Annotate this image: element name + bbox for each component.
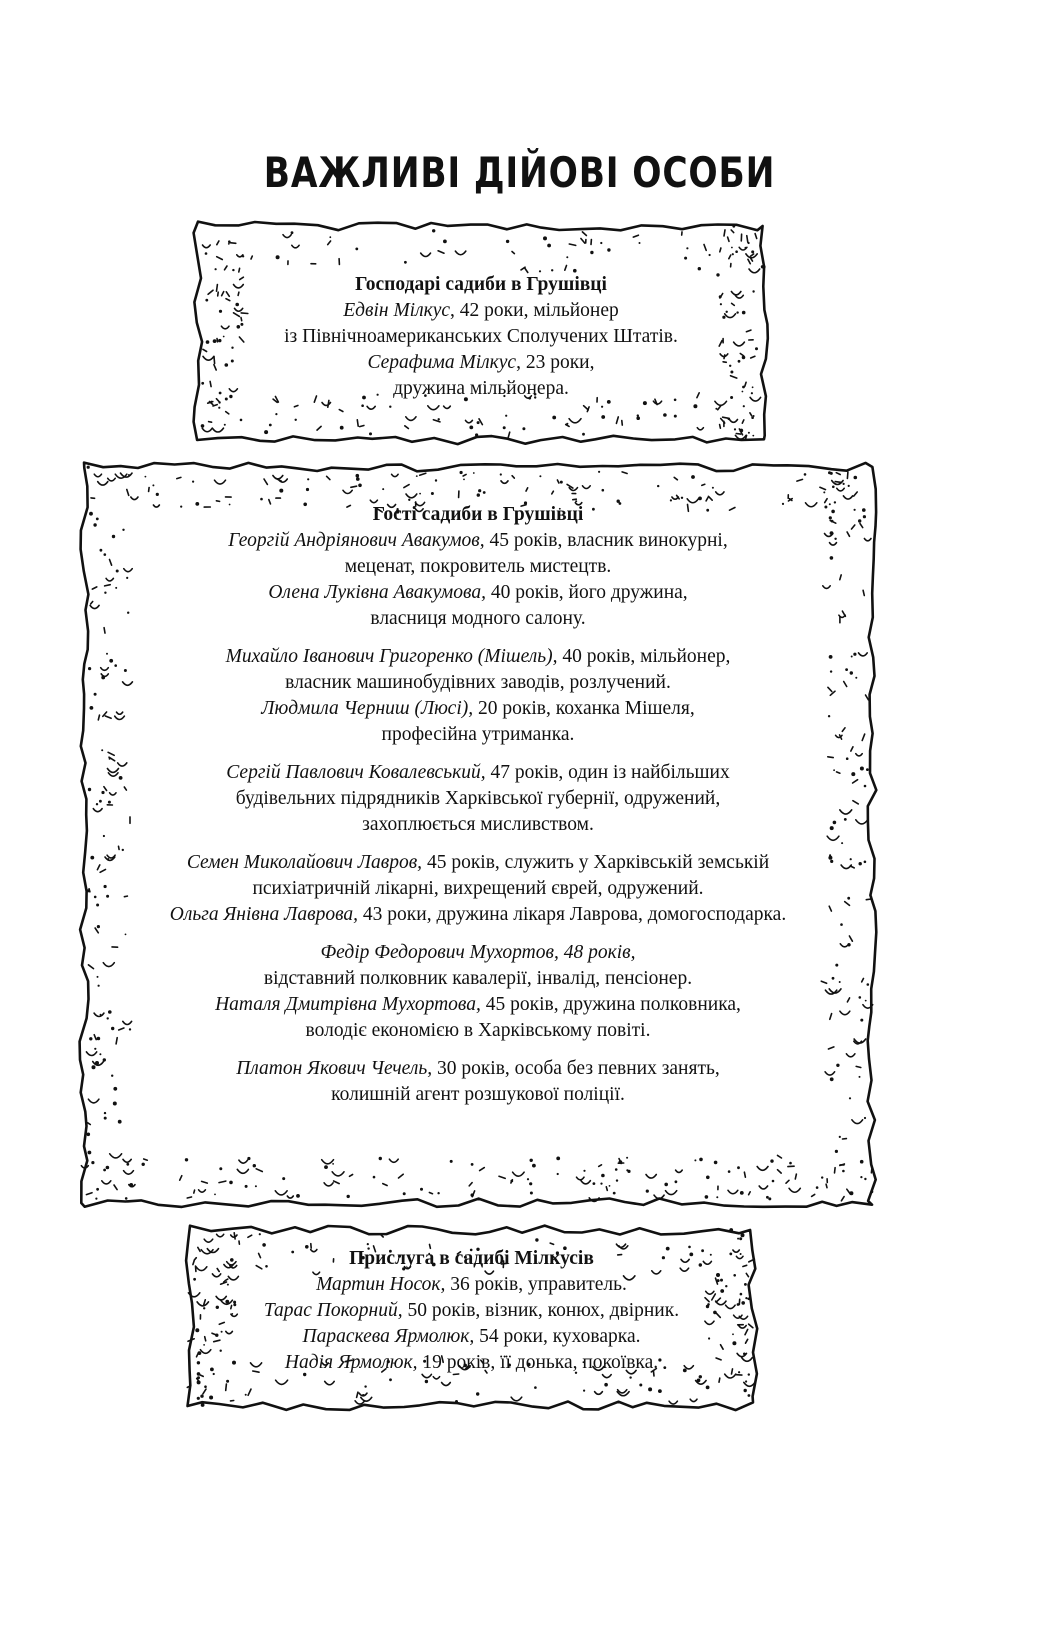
- person-description: , 23 роки,: [516, 352, 595, 373]
- person-line: [72, 966, 884, 992]
- person-name: Сергій Павлович Ковалевський,: [226, 762, 486, 783]
- person-line: [72, 580, 884, 606]
- person-description: власник машинобудівних заводів, розлучений.: [285, 672, 671, 693]
- person-name: Параскева Ярмолюк,: [302, 1326, 475, 1347]
- servants-lines: [178, 1272, 765, 1376]
- owners-lines: [186, 298, 776, 402]
- person-name: Олена Луківна Авакумова,: [268, 582, 486, 603]
- person-description: , 42 роки, мільйонер: [450, 300, 619, 321]
- guest-paragraph: [72, 644, 884, 748]
- person-name: Тарас Покорний,: [263, 1300, 403, 1321]
- person-line: [72, 1018, 884, 1044]
- person-line: [178, 1350, 765, 1376]
- guest-paragraph: [72, 1056, 884, 1108]
- person-line: [72, 670, 884, 696]
- person-line: [72, 696, 884, 722]
- person-description: 45 років, служить у Харківській земській: [422, 852, 770, 873]
- owners-heading: Господарі садиби в Грушівці: [355, 274, 607, 295]
- person-line: [72, 940, 884, 966]
- person-line: [72, 644, 884, 670]
- person-description: дружина мільйонера.: [393, 378, 569, 399]
- person-description: будівельних підрядників Харківської губернії, одружений,: [235, 788, 721, 809]
- guests-heading: Гості садиби в Грушівці: [372, 504, 584, 525]
- person-description: із Північноамериканських Сполучених Штатів.: [284, 326, 678, 347]
- person-name: Едвін Мілкус: [343, 300, 451, 321]
- person-description: 45 років, власник винокурні,: [484, 530, 728, 551]
- person-line: [72, 606, 884, 632]
- person-line: [72, 876, 884, 902]
- guests-scroll-panel: [72, 455, 884, 1215]
- person-line: [186, 298, 776, 324]
- person-line: [72, 528, 884, 554]
- person-line: [186, 376, 776, 402]
- person-description: 40 років, мільйонер,: [557, 646, 731, 667]
- person-line: [72, 722, 884, 748]
- person-description: 45 років, дружина полковника,: [480, 994, 741, 1015]
- person-line: [72, 1056, 884, 1082]
- person-line: [178, 1272, 765, 1298]
- person-name: Надія Ярмолюк,: [284, 1352, 418, 1373]
- person-name: Платон Якович Чечель,: [236, 1058, 433, 1079]
- person-line: [72, 902, 884, 928]
- person-line: [186, 350, 776, 376]
- person-name: Семен Миколайович Лавров,: [186, 852, 423, 873]
- person-line: [72, 992, 884, 1018]
- guest-paragraph: [72, 528, 884, 632]
- person-line: [178, 1298, 765, 1324]
- person-description: відставний полковник кавалерії, інвалід, пенсіонер.: [263, 968, 693, 989]
- person-description: захоплюється мисливством.: [362, 814, 594, 835]
- guest-paragraph: [72, 760, 884, 838]
- person-description: 20 років, коханка Мішеля,: [473, 698, 695, 719]
- person-description: професійна утриманка.: [381, 724, 575, 745]
- person-name: Мартин Носок,: [316, 1274, 446, 1295]
- person-description: 43 роки, дружина лікаря Лаврова, домогосподарка.: [358, 904, 787, 925]
- person-line: [72, 850, 884, 876]
- person-description: 19 років, її донька, покоївка.: [417, 1352, 659, 1373]
- guest-paragraph: [72, 940, 884, 1044]
- person-line: [186, 324, 776, 350]
- person-line: [72, 554, 884, 580]
- person-line: [72, 760, 884, 786]
- guests-content: [72, 502, 884, 1120]
- person-name: Наталя Дмитрівна Мухортова,: [215, 994, 481, 1015]
- person-line: [72, 1082, 884, 1108]
- person-line: [72, 812, 884, 838]
- person-name: Георгій Андріянович Авакумов,: [228, 530, 485, 551]
- page-title: ВАЖЛИВІ ДІЙОВІ ОСОБИ: [263, 148, 776, 197]
- servants-heading: Прислуга в садибі Мілкусів: [349, 1248, 594, 1269]
- person-description: 47 років, один із найбільших: [485, 762, 730, 783]
- person-description: власниця модного салону.: [370, 608, 586, 629]
- person-description: володіє економією в Харківському повіті.: [305, 1020, 651, 1041]
- guest-paragraph: [72, 850, 884, 928]
- person-name: Серафима Мілкус: [367, 352, 517, 373]
- person-description: 30 років, особа без певних занять,: [432, 1058, 720, 1079]
- person-name: Михайло Іванович Григоренко (Мішель),: [225, 646, 558, 667]
- person-description: 36 років, управитель.: [445, 1274, 627, 1295]
- person-name: Людмила Черниш (Люсі),: [261, 698, 474, 719]
- person-description: колишній агент розшукової поліції.: [331, 1084, 625, 1105]
- person-description: 50 років, візник, конюх, двірник.: [402, 1300, 680, 1321]
- person-description: 40 років, його дружина,: [485, 582, 688, 603]
- person-line: [178, 1324, 765, 1350]
- owners-scroll-panel: [186, 214, 776, 452]
- person-description: 54 роки, куховарка.: [474, 1326, 641, 1347]
- servants-scroll-panel: [178, 1218, 765, 1418]
- servants-content: [178, 1246, 765, 1376]
- guests-paragraphs: [72, 528, 884, 1108]
- person-name: Ольга Янівна Лаврова,: [169, 904, 359, 925]
- person-line: [72, 786, 884, 812]
- person-name: Федір Федорович Мухортов, 48 років,: [320, 942, 636, 963]
- owners-content: [186, 272, 776, 402]
- person-description: психіатричній лікарні, вихрещений єврей, одружений.: [252, 878, 704, 899]
- person-description: меценат, покровитель мистецтв.: [344, 556, 612, 577]
